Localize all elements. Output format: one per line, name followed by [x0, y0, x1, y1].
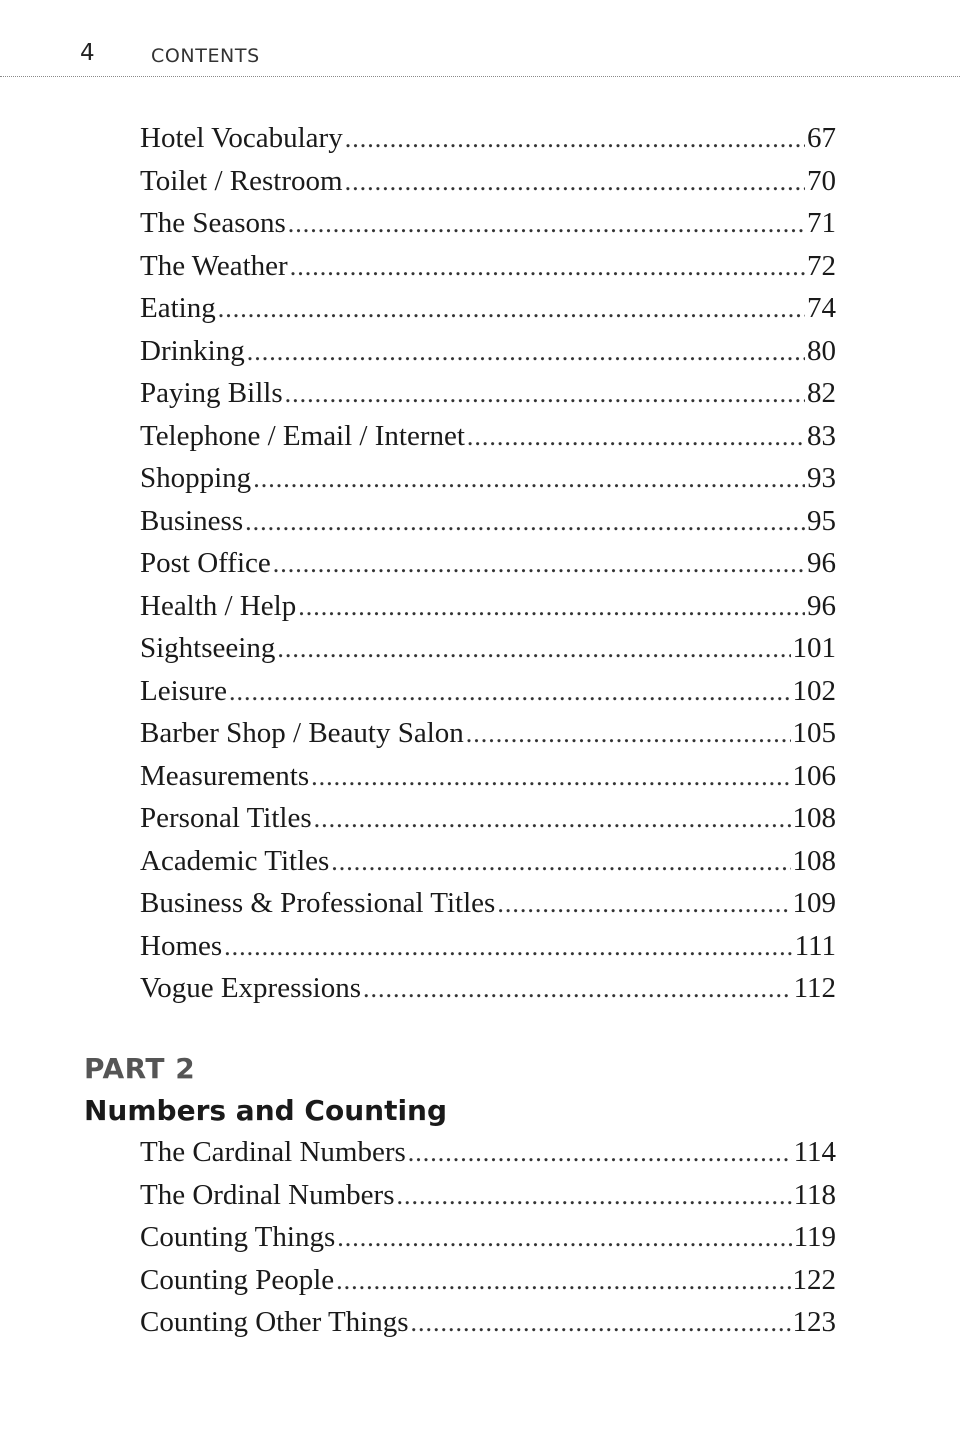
dot-leader: [408, 1138, 792, 1168]
toc-entry[interactable]: [140, 1221, 836, 1264]
toc-entry-title: Academic Titles: [140, 844, 330, 877]
toc-entry-page: 74: [807, 292, 836, 324]
toc-entry-page: 71: [807, 207, 836, 239]
toc-entry[interactable]: [140, 1264, 836, 1307]
toc-entry-title: Counting Things: [140, 1221, 336, 1253]
dot-leader: [311, 762, 790, 792]
toc-entry-title: Vogue Expressions: [140, 972, 361, 1004]
dot-leader: [285, 379, 805, 409]
toc-entry[interactable]: [140, 972, 836, 1015]
toc-entry-title: Business & Professional Titles: [140, 887, 496, 919]
toc-part1-list: [140, 122, 836, 1015]
toc-entry-page: 80: [807, 334, 836, 367]
toc-entry[interactable]: [140, 1306, 836, 1349]
dot-leader: [337, 1223, 791, 1253]
toc-entry[interactable]: [140, 717, 836, 760]
toc-entry-page: 67: [807, 122, 836, 154]
toc-entry-title: Hotel Vocabulary: [140, 122, 343, 154]
dot-leader: [345, 167, 805, 197]
toc-entry[interactable]: [140, 547, 836, 590]
toc-entry-title: Health / Help: [140, 589, 297, 622]
toc-entry[interactable]: [140, 462, 836, 505]
toc-entry-title: Leisure: [140, 674, 227, 707]
toc-entry-title: Measurements: [140, 759, 310, 792]
toc-entry-title: Sightseeing: [140, 632, 276, 664]
toc-entry-page: 101: [792, 632, 836, 664]
toc-entry-page: 122: [792, 1263, 836, 1296]
toc-entry-page: 108: [792, 844, 836, 877]
toc-entry-title: Barber Shop / Beauty Salon: [140, 717, 464, 749]
toc-entry[interactable]: [140, 1136, 836, 1179]
dot-leader: [273, 549, 805, 579]
dot-leader: [298, 592, 805, 622]
toc-entry-page: 72: [807, 249, 836, 282]
toc-entry[interactable]: [140, 632, 836, 675]
toc-entry-title: Counting Other Things: [140, 1306, 409, 1338]
toc-entry-title: Toilet / Restroom: [140, 164, 343, 197]
dot-leader: [288, 209, 805, 239]
toc-entry-title: Shopping: [140, 462, 252, 494]
toc-entry-page: 123: [792, 1306, 836, 1338]
dot-leader: [245, 507, 805, 537]
toc-entry[interactable]: [140, 802, 836, 845]
toc-entry-title: Business: [140, 504, 244, 537]
dot-leader: [411, 1308, 791, 1338]
dot-leader: [277, 634, 790, 664]
dot-leader: [253, 464, 805, 494]
running-head: [0, 0, 960, 77]
toc-entry[interactable]: [140, 165, 836, 208]
toc-part2-list: [140, 1136, 836, 1349]
toc-entry-page: 70: [807, 164, 836, 197]
part-title: Numbers and Counting: [84, 1094, 448, 1127]
toc-entry-page: 109: [792, 887, 836, 919]
toc-entry-title: Homes: [140, 929, 223, 962]
dot-leader: [331, 847, 790, 877]
toc-entry-page: 96: [807, 589, 836, 622]
dot-leader: [467, 422, 805, 452]
toc-entry-page: 111: [794, 929, 836, 962]
toc-entry-title: Personal Titles: [140, 802, 312, 834]
toc-entry-title: Post Office: [140, 547, 271, 579]
dot-leader: [229, 677, 791, 707]
toc-entry-title: The Weather: [140, 249, 288, 282]
toc-entry[interactable]: [140, 760, 836, 803]
dot-leader: [336, 1266, 790, 1296]
toc-entry-page: 119: [793, 1221, 836, 1253]
toc-entry-title: The Seasons: [140, 207, 286, 239]
dot-leader: [497, 889, 790, 919]
toc-entry-page: 114: [793, 1136, 836, 1168]
dot-leader: [466, 719, 791, 749]
toc-entry[interactable]: [140, 207, 836, 250]
toc-entry-title: The Cardinal Numbers: [140, 1136, 406, 1168]
toc-entry-page: 82: [807, 377, 836, 409]
running-head-title: CONTENTS: [151, 45, 260, 67]
toc-entry-page: 93: [807, 462, 836, 494]
toc-entry[interactable]: [140, 505, 836, 548]
toc-entry-page: 96: [807, 547, 836, 579]
dot-leader: [363, 974, 792, 1004]
toc-entry-title: Telephone / Email / Internet: [140, 419, 465, 452]
toc-entry[interactable]: [140, 1179, 836, 1222]
toc-entry-page: 106: [792, 759, 836, 792]
toc-entry-page: 108: [792, 802, 836, 834]
toc-entry[interactable]: [140, 930, 836, 973]
toc-entry-title: Counting People: [140, 1263, 335, 1296]
toc-entry[interactable]: [140, 250, 836, 293]
dot-leader: [290, 252, 805, 282]
toc-entry-page: 112: [793, 972, 836, 1004]
toc-entry[interactable]: [140, 122, 836, 165]
toc-entry-page: 105: [792, 717, 836, 749]
toc-entry[interactable]: [140, 377, 836, 420]
toc-entry[interactable]: [140, 675, 836, 718]
dot-leader: [314, 804, 791, 834]
dot-leader: [345, 124, 805, 154]
toc-entry[interactable]: [140, 292, 836, 335]
toc-entry[interactable]: [140, 887, 836, 930]
toc-entry-page: 83: [807, 419, 836, 452]
toc-entry-page: 95: [807, 504, 836, 537]
toc-entry-title: Eating: [140, 292, 216, 324]
toc-entry[interactable]: [140, 335, 836, 378]
toc-entry-title: Paying Bills: [140, 377, 283, 409]
toc-entry-title: Drinking: [140, 334, 245, 367]
dot-leader: [218, 294, 805, 324]
toc-entry-page: 118: [793, 1178, 836, 1211]
toc-entry[interactable]: [140, 420, 836, 463]
dot-leader: [397, 1181, 792, 1211]
page-number: 4: [80, 40, 95, 66]
toc-entry[interactable]: [140, 845, 836, 888]
toc-entry-title: The Ordinal Numbers: [140, 1178, 395, 1211]
part-label: PART 2: [84, 1052, 196, 1085]
toc-entry[interactable]: [140, 590, 836, 633]
dot-leader: [224, 932, 792, 962]
dot-leader: [247, 337, 805, 367]
toc-entry-page: 102: [792, 674, 836, 707]
